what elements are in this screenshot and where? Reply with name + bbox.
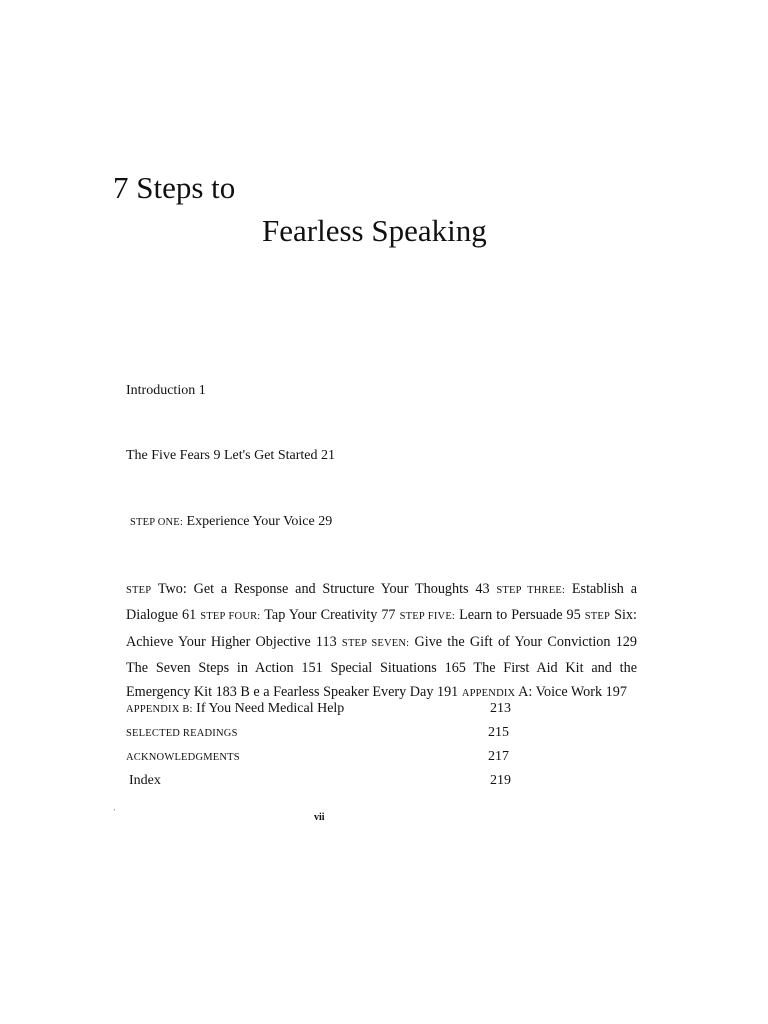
toc-run-label: STEP FIVE: <box>399 611 456 623</box>
selected-readings-label: SELECTED READINGS <box>126 728 238 739</box>
toc-run-text: Six: Achieve Your Higher Objective 113 <box>126 607 637 650</box>
toc-selected-readings <box>126 724 238 743</box>
toc-index: Index <box>129 773 161 788</box>
toc-step-one <box>130 513 332 532</box>
toc-appendix-b <box>126 700 344 719</box>
page-folio: vii <box>314 812 325 823</box>
toc-run-label: STEP <box>584 611 611 623</box>
toc-introduction: Introduction 1 <box>126 383 206 398</box>
toc-run-text: Tap Your Creativity 77 <box>260 607 400 624</box>
appendix-b-label: APPENDIX B: <box>126 704 193 715</box>
appendix-b-page: 213 <box>490 701 511 716</box>
toc-run-text: Give the Gift of Your Conviction 129 The Seven Steps in Action 151 Special Situations 165 The First Aid Kit and the Emergency Kit 183 B e a Fearless Speaker Every Day 191 <box>126 633 637 701</box>
toc-steps-paragraph <box>126 577 637 706</box>
index-page: 219 <box>490 773 511 788</box>
toc-run-text: Establish a Dialogue 61 <box>126 581 637 624</box>
toc-acknowledgments <box>126 748 240 767</box>
toc-run-label: STEP SEVEN: <box>341 637 410 649</box>
acknowledgments-page: 217 <box>488 749 509 764</box>
toc-run-label: STEP THREE: <box>496 585 566 596</box>
toc-run-label: APPENDIX <box>461 688 516 700</box>
toc-run-label: STEP <box>126 585 152 596</box>
selected-readings-page: 215 <box>488 725 509 740</box>
appendix-b-title: If You Need Medical Help <box>192 701 345 716</box>
step-one-title: Experience Your Voice 29 <box>183 514 333 529</box>
acknowledgments-label: ACKNOWLEDGMENTS <box>126 752 240 763</box>
title-line-1: 7 Steps to <box>113 170 236 205</box>
toc-run-text: Two: Get a Response and Structure Your Thoughts 43 <box>151 581 497 597</box>
toc-run-text: Learn to Persuade 95 <box>455 607 585 624</box>
step-one-label: STEP ONE: <box>130 517 184 528</box>
margin-mark: ' <box>114 808 116 816</box>
title-line-2: Fearless Speaking <box>262 213 487 248</box>
toc-run-label: STEP FOUR: <box>200 611 261 623</box>
toc-run-text: A: Voice Work 197 <box>515 684 627 701</box>
toc-five-fears: The Five Fears 9 Let's Get Started 21 <box>126 448 335 463</box>
